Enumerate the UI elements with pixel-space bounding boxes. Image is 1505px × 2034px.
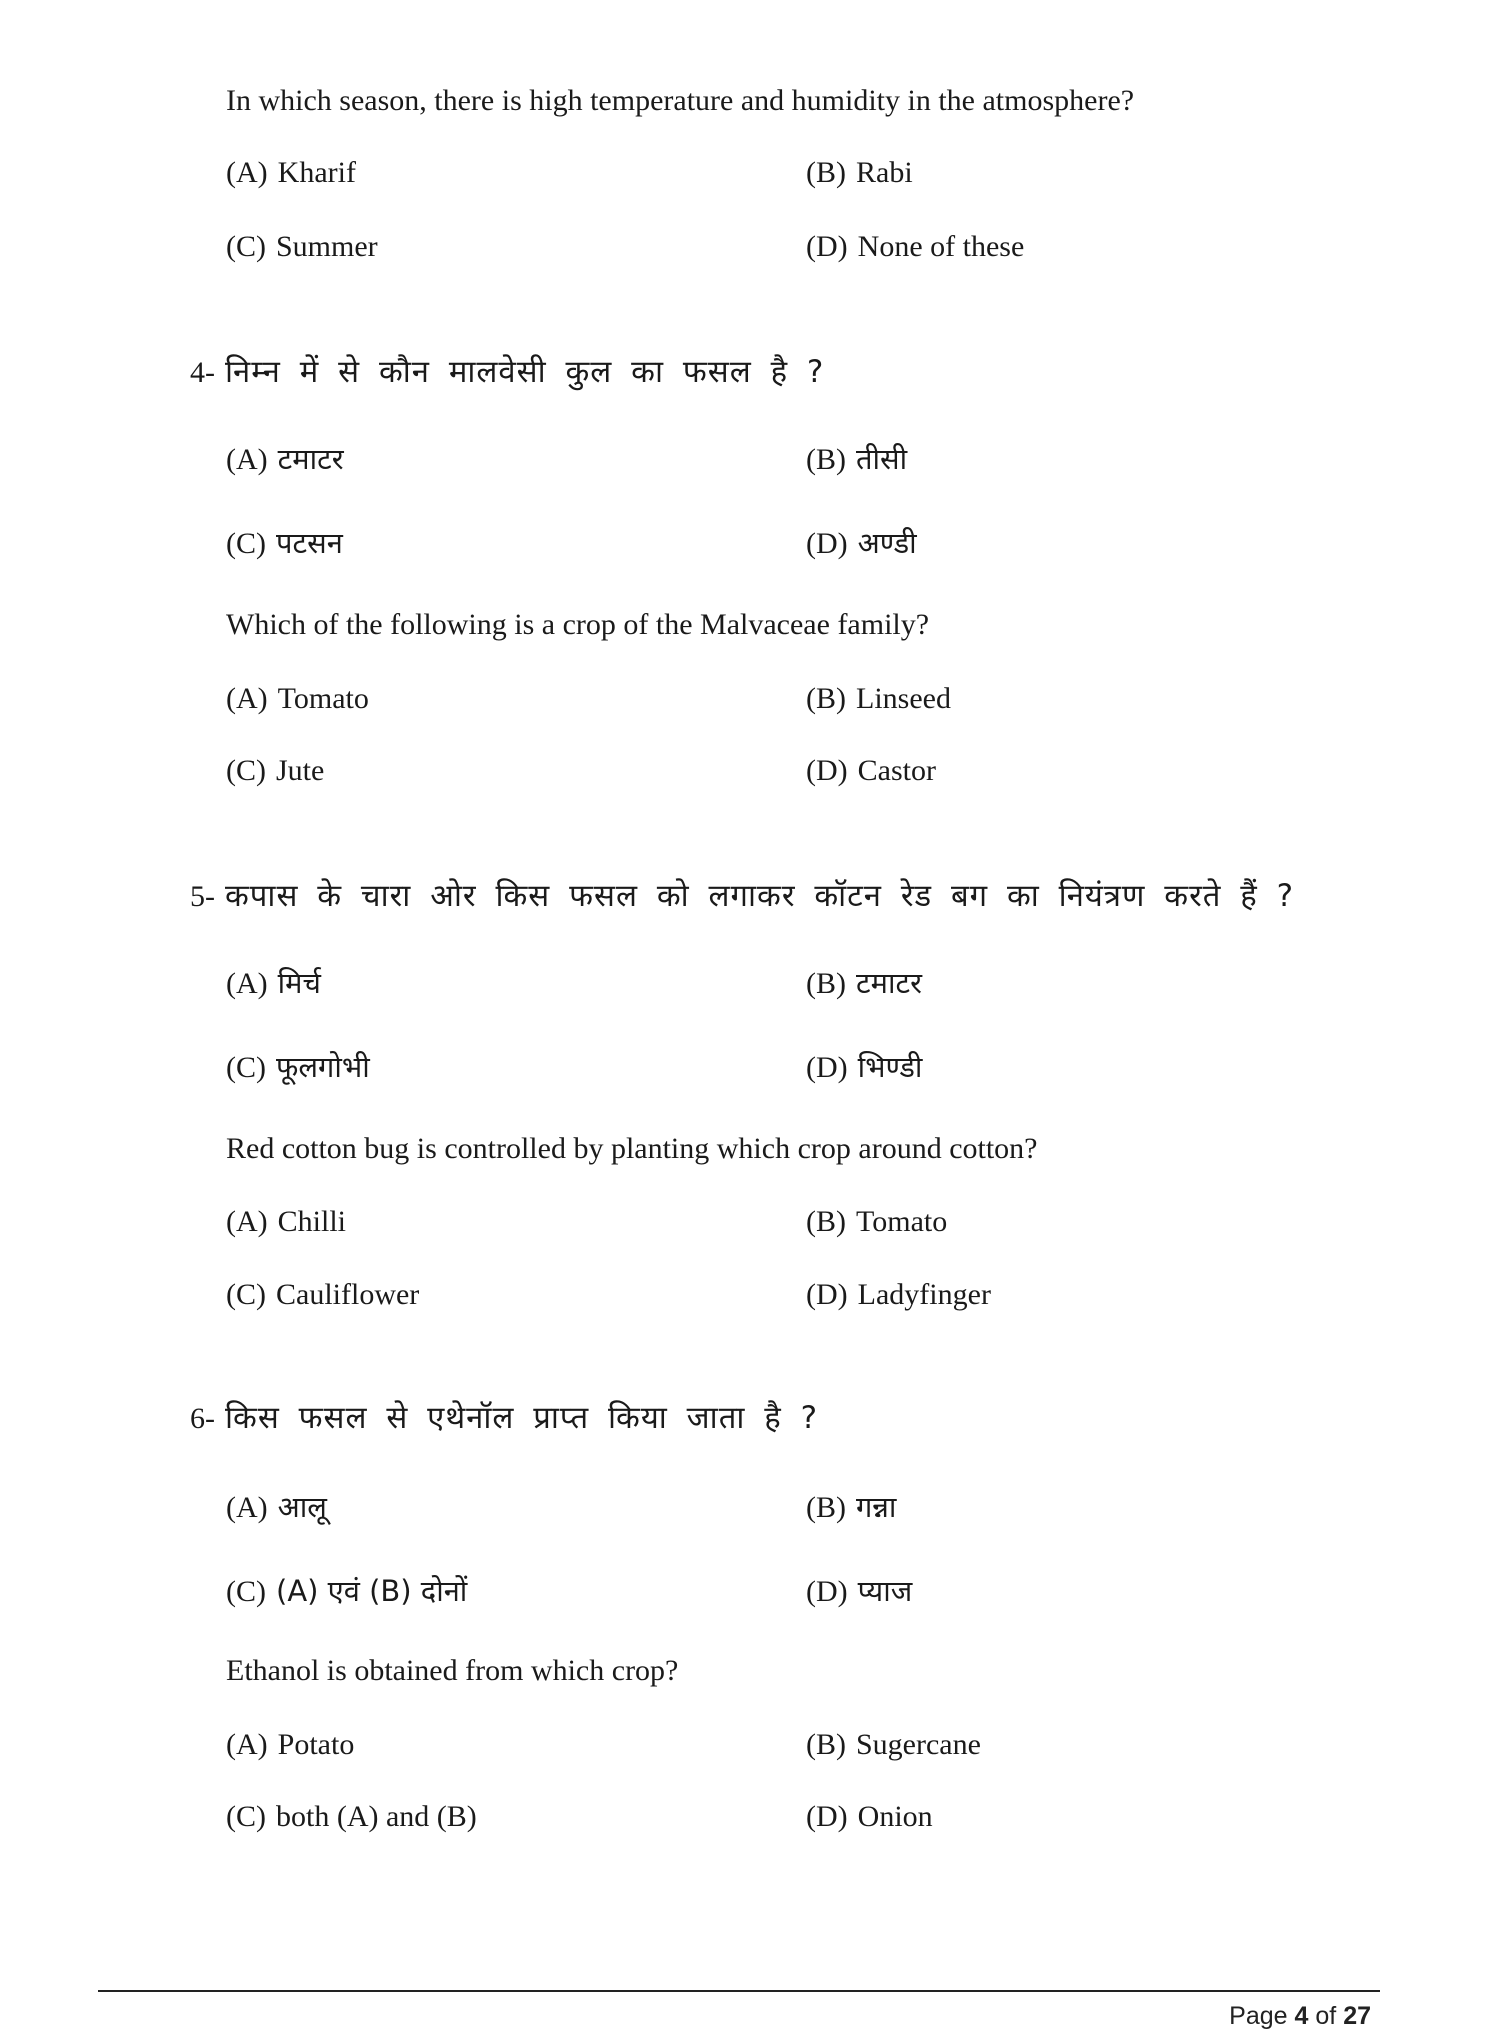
option-text: Linseed [856,682,951,715]
option-text: Castor [857,754,936,787]
q4-en-option-d [806,752,936,790]
q6-hi-option-d [806,1572,912,1611]
option-label: (C) [226,1800,266,1833]
q3-english-question: In which season, there is high temperature and humidity in the atmosphere? [226,84,1135,117]
q6-hi-option-c [226,1572,467,1611]
option-text: Kharif [277,156,356,189]
option-text: Potato [277,1728,355,1761]
option-text: पटसन [276,526,343,560]
q4-hi-option-c [226,524,343,563]
question-number: 5- [190,880,215,913]
option-label: (A) [226,1205,268,1238]
q5-hindi-question [190,876,1294,917]
option-label: (B) [806,1491,846,1524]
q3-en-option-b [806,154,913,192]
q6-en-option-a [226,1726,354,1764]
q6-hi-option-b [806,1488,896,1527]
option-label: (A) [226,967,268,1000]
option-text: तीसी [856,442,908,476]
question-number: 4- [190,356,215,389]
option-label: (A) [226,1491,268,1524]
q4-en-option-a [226,680,369,718]
option-label: (A) [226,156,268,189]
page-word: Page [1229,2002,1288,2030]
q5-en-option-c [226,1276,419,1314]
option-text: अण्डी [857,526,917,560]
option-label: (C) [226,754,266,787]
q5-hi-option-c [226,1048,370,1087]
q4-hindi-question [190,352,824,393]
q6-en-option-d [806,1798,933,1836]
option-text: Ladyfinger [857,1278,991,1311]
option-text: Rabi [856,156,913,189]
q6-hindi-question [190,1398,818,1439]
q4-hi-option-d [806,524,917,563]
option-label: (C) [226,230,266,263]
option-text: मिर्च [277,966,321,1000]
option-label: (B) [806,156,846,189]
question-text: कपास के चारा ओर किस फसल को लगाकर कॉटन रेड बग का नियंत्रण करते हैं ? [225,878,1295,914]
option-label: (C) [226,1051,266,1084]
option-label: (C) [226,1575,266,1608]
option-text: Jute [276,754,325,787]
option-text: टमाटर [856,966,922,1000]
q5-en-option-a [226,1203,346,1241]
option-label: (A) [226,682,268,715]
option-text: Tomato [856,1205,948,1238]
footer-divider [98,1990,1380,1992]
current-page: 4 [1294,2002,1309,2030]
option-text: (A) एवं (B) दोनों [276,1574,468,1608]
q3-en-option-d [806,228,1024,266]
total-pages: 27 [1343,2002,1371,2030]
q3-en-option-c [226,228,378,266]
page-number [1229,2001,1371,2031]
q5-english-question: Red cotton bug is controlled by planting which crop around cotton? [226,1132,1038,1165]
option-label: (D) [806,1051,848,1084]
q5-en-option-b [806,1203,947,1241]
option-text: both (A) and (B) [276,1800,477,1833]
q6-en-option-c [226,1798,477,1836]
question-number: 6- [190,1402,215,1435]
option-text: फूलगोभी [276,1050,370,1084]
q4-en-option-c [226,752,324,790]
option-text: Onion [857,1800,933,1833]
option-label: (D) [806,230,848,263]
q3-en-option-a [226,154,356,192]
q6-english-question: Ethanol is obtained from which crop? [226,1654,679,1687]
option-label: (D) [806,1800,848,1833]
option-label: (A) [226,1728,268,1761]
q5-hi-option-b [806,964,922,1003]
option-label: (D) [806,1278,848,1311]
q4-en-option-b [806,680,951,718]
q6-hi-option-a [226,1488,327,1527]
option-text: टमाटर [277,442,344,476]
question-text: निम्न में से कौन मालवेसी कुल का फसल है ? [225,354,825,390]
option-label: (B) [806,1205,846,1238]
q5-en-option-d [806,1276,991,1314]
option-label: (D) [806,1575,848,1608]
q4-hi-option-b [806,440,907,479]
option-label: (A) [226,443,268,476]
q4-english-question: Which of the following is a crop of the Malvaceae family? [226,608,930,641]
option-text: Tomato [277,682,369,715]
question-text: किस फसल से एथेनॉल प्राप्त किया जाता है ? [225,1400,819,1436]
option-label: (B) [806,682,846,715]
option-text: Sugercane [856,1728,981,1761]
option-label: (D) [806,754,848,787]
q4-hi-option-a [226,440,344,479]
option-label: (C) [226,1278,266,1311]
option-text: भिण्डी [857,1050,923,1084]
option-text: Cauliflower [276,1278,420,1311]
option-text: आलू [277,1490,327,1524]
option-label: (D) [806,527,848,560]
option-text: गन्ना [856,1490,897,1524]
option-text: Chilli [277,1205,347,1238]
option-text: None of these [857,230,1025,263]
q6-en-option-b [806,1726,981,1764]
option-text: प्याज [857,1574,913,1608]
option-label: (C) [226,527,266,560]
q5-hi-option-d [806,1048,922,1087]
option-label: (B) [806,967,846,1000]
q5-hi-option-a [226,964,321,1003]
option-label: (B) [806,443,846,476]
option-label: (B) [806,1728,846,1761]
option-text: Summer [276,230,378,263]
of-word: of [1315,2002,1337,2030]
